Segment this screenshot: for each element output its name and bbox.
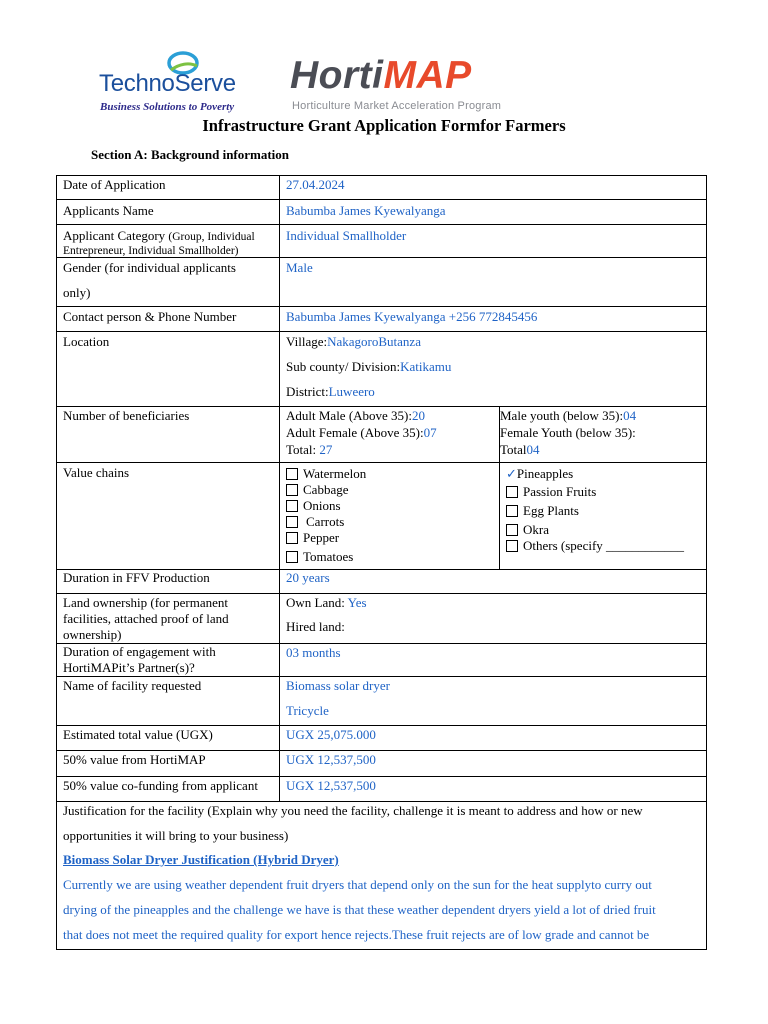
district-label: District:: [286, 384, 329, 399]
hortimap-tagline: Horticulture Market Acceleration Program: [292, 100, 502, 112]
district-value: Luweero: [328, 384, 375, 399]
check-mark-icon[interactable]: ✓: [506, 466, 517, 481]
adult-male-label: Adult Male (Above 35):: [286, 408, 413, 423]
male-youth-label: Male youth (below 35):: [500, 408, 624, 423]
village-value: NakagoroButanza: [327, 334, 421, 349]
land-label-line3: ownership): [63, 627, 122, 642]
chain-item[interactable]: [286, 530, 339, 546]
facility-label: Name of facility requested: [63, 678, 202, 693]
chain-item[interactable]: [506, 538, 684, 554]
chain-item[interactable]: [286, 549, 353, 565]
checkbox-icon[interactable]: [286, 532, 298, 544]
hortimap-wordmark: [290, 54, 472, 98]
checkbox-icon[interactable]: [286, 468, 298, 480]
applicant-name-value: Babumba James Kyewalyanga: [286, 203, 446, 218]
chain-label: Egg Plants: [523, 503, 579, 518]
checkbox-icon[interactable]: [286, 516, 298, 528]
checkbox-icon[interactable]: [506, 486, 518, 498]
beneficiaries-label: Number of beneficiaries: [63, 408, 190, 423]
contact-value: Babumba James Kyewalyanga +256 772845456: [286, 309, 538, 324]
total-left-line: [286, 442, 332, 458]
engagement-label-line2: HortiMAPit’s Partner(s)?: [63, 660, 195, 675]
hired-land-label: Hired land:: [286, 619, 345, 634]
chain-item[interactable]: [286, 514, 344, 530]
subcounty-line: [286, 359, 451, 375]
chain-label: Others (specify ____________: [523, 538, 685, 553]
gender-value: Male: [286, 260, 313, 275]
applicant-name-label: Applicants Name: [63, 203, 154, 218]
form-title: Infrastructure Grant Application Formfor Farmers: [202, 116, 566, 135]
own-land-line: [286, 595, 367, 611]
cofunding-label: 50% value co-funding from applicant: [63, 778, 258, 793]
total-left-label: Total:: [286, 442, 320, 457]
checkbox-icon[interactable]: [286, 551, 298, 563]
district-line: [286, 384, 375, 400]
chain-label: Watermelon: [303, 466, 367, 481]
justification-body-line2: drying of the pineapples and the challenge we have is that these weather dependent dryers yield a lot of dried fruit: [63, 902, 656, 917]
hortimap-wordmark-part1: Horti: [290, 54, 384, 97]
adult-female-label: Adult Female (Above 35):: [286, 425, 424, 440]
total-right-value: 04: [526, 442, 540, 457]
justification-body-line3: that does not meet the required quality for export hence rejects.These fruit rejects are of low grade and cannot be: [63, 927, 650, 942]
total-value-amount: UGX 25,075.000: [286, 727, 376, 742]
justification-prompt-line1: Justification for the facility (Explain why you need the facility, challenge it is meant to address and how or new: [63, 803, 643, 818]
checkbox-icon[interactable]: [286, 500, 298, 512]
own-land-value: Yes: [347, 595, 367, 610]
chain-label: Carrots: [306, 514, 345, 529]
total-right-label: Total: [500, 442, 527, 457]
location-label: Location: [63, 334, 110, 349]
justification-body-line1: Currently we are using weather dependent fruit dryers that depend only on the sun for the heat supplyto curry out: [63, 877, 652, 892]
category-label-detail2: Entrepreneur, Individual Smallholder): [63, 245, 239, 257]
technoserve-tagline: Business Solutions to Poverty: [100, 101, 235, 113]
category-label-main: Applicant Category: [63, 228, 166, 243]
gender-label-line2: only): [63, 285, 91, 300]
gender-label-line1: Gender (for individual applicants: [63, 260, 236, 275]
chain-label: Tomatoes: [303, 549, 354, 564]
total-right-line: [500, 442, 540, 458]
checkbox-icon[interactable]: [286, 484, 298, 496]
technoserve-wordmark: TechnoServe: [99, 70, 236, 97]
chain-item[interactable]: [286, 466, 366, 482]
technoserve-logo: [97, 50, 277, 118]
chain-label: Passion Fruits: [523, 484, 597, 499]
duration-label: Duration in FFV Production: [63, 570, 210, 585]
date-label: Date of Application: [63, 177, 166, 192]
chain-label: Okra: [523, 522, 549, 537]
category-label-detail1: (Group, Individual: [168, 231, 255, 243]
category-value: Individual Smallholder: [286, 228, 407, 243]
village-line: [286, 334, 421, 350]
chain-label: Pepper: [303, 530, 340, 545]
land-label-line1: Land ownership (for permanent: [63, 595, 228, 610]
male-youth-line: [500, 408, 636, 424]
checkbox-icon[interactable]: [506, 540, 518, 552]
justification-heading: Biomass Solar Dryer Justification (Hybrid Dryer): [63, 852, 339, 867]
adult-male-value: 20: [412, 408, 426, 423]
chain-item[interactable]: [506, 522, 549, 538]
chain-label: Onions: [303, 498, 341, 513]
adult-female-line: [286, 425, 437, 441]
chain-item-checked[interactable]: [506, 466, 573, 482]
total-left-value: 27: [319, 442, 333, 457]
own-land-label: Own Land:: [286, 595, 348, 610]
value-chains-label: Value chains: [63, 465, 130, 480]
chain-label: Cabbage: [303, 482, 349, 497]
facility-value-1: Biomass solar dryer: [286, 678, 390, 693]
chain-item[interactable]: [506, 484, 596, 500]
cofunding-amount: UGX 12,537,500: [286, 778, 376, 793]
chain-item[interactable]: [506, 503, 579, 519]
hortimap-share-amount: UGX 12,537,500: [286, 752, 376, 767]
engagement-value: 03 months: [286, 645, 341, 660]
chain-label: Pineapples: [516, 466, 574, 481]
duration-value: 20 years: [286, 570, 330, 585]
engagement-label-line1: Duration of engagement with: [63, 644, 216, 659]
land-label-line2: facilities, attached proof of land: [63, 611, 229, 626]
adult-male-line: [286, 408, 425, 424]
checkbox-icon[interactable]: [506, 524, 518, 536]
subcounty-label: Sub county/ Division:: [286, 359, 401, 374]
adult-female-value: 07: [423, 425, 437, 440]
hortimap-wordmark-part2: MAP: [383, 54, 472, 97]
chain-item[interactable]: [286, 482, 348, 498]
section-heading: Section A: Background information: [91, 147, 290, 162]
facility-value-2: Tricycle: [286, 703, 329, 718]
justification-prompt-line2: opportunities it will bring to your business): [63, 828, 289, 843]
village-label: Village:: [286, 334, 328, 349]
hortimap-share-label: 50% value from HortiMAP: [63, 752, 206, 767]
total-value-label: Estimated total value (UGX): [63, 727, 213, 742]
date-value: 27.04.2024: [286, 177, 345, 192]
hortimap-logo: [290, 54, 570, 116]
male-youth-value: 04: [623, 408, 637, 423]
subcounty-value: Katikamu: [400, 359, 452, 374]
contact-label: Contact person & Phone Number: [63, 309, 237, 324]
checkbox-icon[interactable]: [506, 505, 518, 517]
female-youth-label: Female Youth (below 35):: [500, 425, 636, 440]
application-form-table: [56, 175, 707, 950]
chain-item[interactable]: [286, 498, 341, 514]
